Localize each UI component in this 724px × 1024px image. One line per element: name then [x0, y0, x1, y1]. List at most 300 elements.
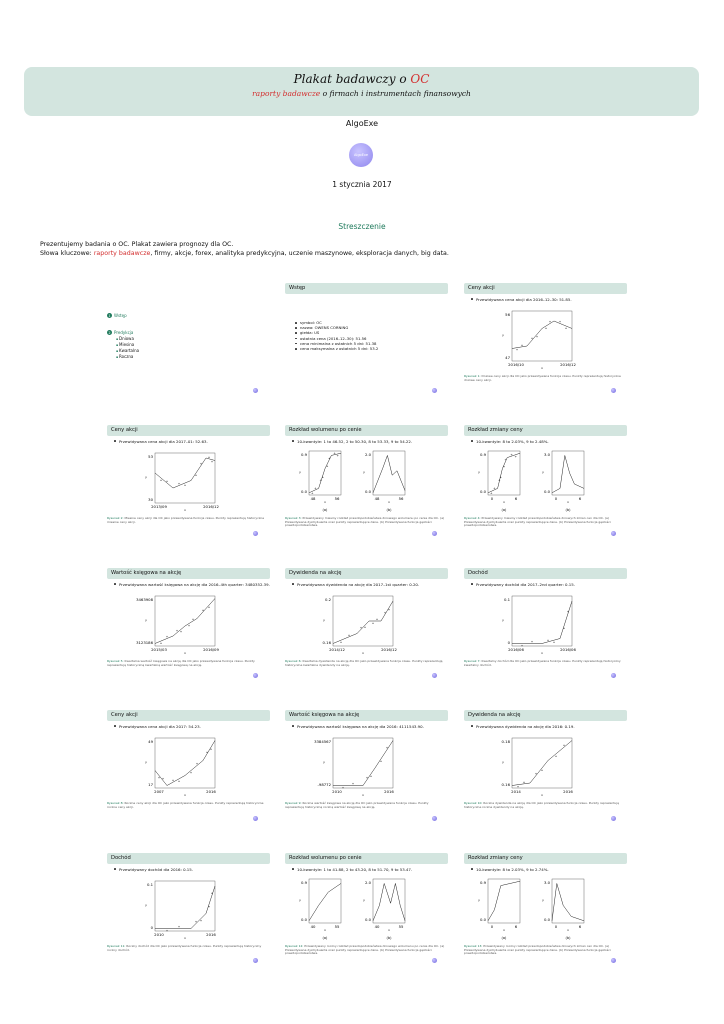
data-point: +	[502, 464, 506, 469]
panel-title: Rozkład zmiany ceny	[464, 425, 627, 436]
data-point: +	[544, 326, 548, 330]
data-point: +	[171, 778, 175, 783]
poster-title: Plakat badawczy o OC	[293, 72, 430, 86]
tick-label: 2016/06	[508, 647, 524, 652]
plot-frame	[333, 738, 393, 788]
fit-curve	[333, 741, 393, 786]
data-point: +	[183, 483, 187, 487]
chart-plot	[145, 881, 216, 940]
tick-label: 0.9	[300, 452, 307, 457]
data-point: +	[562, 743, 566, 748]
figure	[285, 447, 448, 517]
info-item: giełda: US	[295, 330, 448, 335]
fit-curve	[373, 455, 405, 492]
axis-label: y	[478, 470, 480, 474]
figure	[464, 305, 627, 375]
data-point: +	[379, 758, 383, 763]
subfigure-label: (a)	[501, 936, 507, 940]
prediction-bullet: 10-kwantyle: 1 to 41.88, 2 to 43.20, 8 to 51.70, 9 to 53.47.	[297, 867, 448, 872]
tick-label: 0.0	[300, 917, 307, 922]
fit-curve	[488, 881, 520, 921]
plot-frame	[155, 738, 215, 788]
fit-curve	[552, 883, 584, 920]
data-point: +	[369, 773, 373, 778]
tick-label: 49	[148, 739, 153, 744]
nav-dot-icon[interactable]	[611, 388, 616, 393]
figure-caption: Rysunek 1: Dniowe ceny akcji dla OC jako przewidywana funkcja czasu. Punkty reprezentują historyczne dniowe ceny akcji.	[464, 374, 621, 382]
prediction-bullet: Przewidywana dywidenda na akcję dla 2016: 0.19.	[476, 724, 627, 729]
nav-dot-icon[interactable]	[432, 388, 437, 393]
data-point: +	[520, 342, 524, 347]
data-point: +	[562, 626, 566, 630]
panel-4	[464, 425, 627, 540]
cdf-plot	[299, 879, 341, 932]
panel-12	[285, 853, 448, 968]
figure	[107, 590, 270, 660]
tick-label: 30	[148, 497, 153, 502]
data-point: +	[516, 784, 520, 789]
tick-label: 0	[554, 496, 558, 501]
subfigure-label: (b)	[386, 508, 392, 512]
data-point: +	[177, 481, 181, 486]
chart-plot	[502, 311, 576, 370]
tick-label: 3384567	[314, 739, 331, 744]
nav-dot-icon[interactable]	[253, 816, 258, 821]
figure-caption: Rysunek 2: Miesine ceny akcji dla OC jako przewidywana funkcja czasu. Punkty reprezentują historyczne miesine ceny akcji.	[107, 516, 265, 524]
nav-dot-icon[interactable]	[432, 816, 437, 821]
data-point: +	[552, 640, 556, 645]
tick-label: 17	[148, 782, 153, 787]
tick-label: 0.9	[300, 880, 307, 885]
plot-frame	[309, 879, 341, 923]
tick-label: 2014/12	[329, 647, 345, 652]
panel-title: Ceny akcji	[107, 710, 270, 721]
nav-dot-icon[interactable]	[432, 531, 437, 536]
figure	[107, 732, 270, 802]
plot-frame	[552, 879, 584, 923]
data-point: +	[530, 336, 534, 341]
fit-curve	[309, 883, 341, 920]
figure-caption: Rysunek 3: Przewidywany miesiny rozkład prawdopodobieństwa dniowego wolumenu po cenie dla OC. (a) Przewidywana dystrybuanta oraz punkty reprezentujące dane. (b) Przewidywana funkcja gęstości prawdopodobieństwa.	[285, 516, 445, 528]
summary-heading: Streszczenie	[338, 222, 386, 231]
fit-curve	[512, 601, 572, 644]
panel-title: Ceny akcji	[107, 425, 270, 436]
axis-label: y	[478, 898, 480, 902]
prediction-bullet: Przewidywana cena akcji dla 2017: 54.23.	[119, 724, 270, 729]
data-point: +	[191, 617, 195, 621]
axis-label: y	[323, 760, 325, 764]
figure	[107, 447, 270, 517]
axis-label: x	[362, 793, 364, 797]
axis-label: x	[567, 928, 569, 932]
axis-label: y	[363, 898, 365, 902]
data-point: +	[205, 749, 209, 754]
tick-label: 2016/10	[508, 362, 524, 367]
tick-label: 0	[490, 496, 494, 501]
panel-8	[107, 710, 270, 825]
tick-label: 3463908	[136, 597, 153, 602]
axis-label: y	[502, 618, 504, 622]
data-point: +	[189, 770, 193, 775]
data-point: +	[201, 607, 205, 612]
tick-label: 6	[578, 496, 582, 501]
pdf-plot	[363, 451, 405, 504]
pdf-plot	[542, 451, 584, 504]
data-point: +	[159, 478, 163, 482]
tick-label: 2016/09	[203, 647, 219, 652]
figure	[107, 875, 270, 945]
info-item: ostatnia cena (2016–12–30): 51.56	[295, 336, 448, 341]
data-point: +	[179, 629, 183, 634]
prediction-bullet: Przewidywana dywidenda na akcję dla 2017–1st quarter: 0.20.	[297, 582, 448, 587]
info-item: cena minimalna z ostatnich 5 dni: 51.38	[295, 341, 448, 346]
prediction-bullet: 10-kwantyle: 8 to 2.03%, 9 to 2.48%.	[476, 439, 627, 444]
plot-frame	[512, 596, 572, 646]
data-point: +	[383, 610, 387, 615]
data-point: +	[314, 486, 317, 491]
tick-label: 6	[514, 924, 518, 929]
chart-plot	[502, 596, 576, 655]
axis-label: y	[502, 760, 504, 764]
axis-label: y	[502, 333, 504, 337]
axis-label: y	[299, 898, 301, 902]
info-item: nazwa: OWENS CORNING	[295, 325, 448, 330]
data-point: +	[514, 454, 517, 459]
figure-caption: Rysunek 11: Roczny dochód dla OC jako przewidywana funkcja czasu. Punkty reprezentują historyczny roczny dochód.	[107, 944, 262, 952]
data-point: +	[504, 457, 507, 462]
chart-plot	[136, 596, 219, 655]
data-point: +	[493, 486, 496, 491]
tick-label: 2014	[511, 789, 521, 794]
axis-label: x	[541, 793, 543, 797]
axis-label: x	[184, 651, 186, 655]
tick-label: -98772	[317, 782, 331, 787]
tick-label: 2016	[206, 789, 216, 794]
figure	[285, 732, 448, 802]
tick-label: 0	[490, 924, 494, 929]
tick-label: 56	[398, 496, 404, 501]
toc	[107, 313, 139, 360]
toc-section-predykcja[interactable]: 2 Predykcja	[108, 330, 134, 335]
tick-label: 3123186	[136, 640, 153, 645]
tick-label: 2015/03	[151, 647, 167, 652]
data-point: +	[497, 478, 501, 483]
subfigure-label: (b)	[565, 936, 571, 940]
panel-11	[107, 853, 270, 968]
data-point: +	[341, 785, 345, 790]
fit-curve	[552, 455, 584, 492]
subfigure-label: (b)	[386, 936, 392, 940]
data-point: +	[566, 609, 570, 614]
tick-label: 0.1	[503, 597, 510, 602]
tick-label: 55	[398, 924, 404, 929]
tick-label: 3.0	[543, 880, 550, 885]
poster-subtitle: raporty badawcze o firmach i instrumentach finansowych	[252, 89, 471, 98]
plot-frame	[373, 879, 405, 923]
chart-plot	[314, 738, 394, 797]
subfigure-label: (a)	[501, 508, 507, 512]
fit-curve	[512, 741, 572, 786]
panel-2	[107, 425, 270, 540]
axis-label: y	[542, 470, 544, 474]
nav-dot-icon[interactable]	[253, 958, 258, 963]
plot-frame	[155, 881, 215, 931]
tick-label: 2.0	[364, 880, 371, 885]
tick-label: 56	[505, 312, 510, 317]
summary-text: Prezentujemy badania o OC. Plakat zawiera prognozy dla OC. Słowa kluczowe: raporty badawcze, firmy, akcje, forex, analityka predykcyjna, uczenie maszynowe, eksploracja danych, big data.	[40, 241, 449, 257]
tick-label: 2016	[384, 789, 394, 794]
tick-label: 2.0	[364, 452, 371, 457]
panel-title: Dywidenda na akcję	[464, 710, 627, 721]
panel-title: Wartość księgowa na akcję	[107, 568, 270, 579]
tick-label: 0.0	[364, 917, 371, 922]
data-point: +	[177, 778, 181, 783]
subfigure-label: (a)	[322, 936, 328, 940]
data-point: +	[210, 459, 214, 464]
data-point: +	[540, 768, 544, 772]
chart-plot	[502, 738, 574, 797]
algoexe-logo: AlgoExe	[349, 143, 373, 167]
panel-1	[464, 283, 627, 398]
tick-label: 2016	[563, 789, 573, 794]
cdf-plot	[478, 451, 520, 504]
tick-label: 40	[374, 924, 380, 929]
figure	[464, 447, 627, 517]
plot-frame	[373, 451, 405, 495]
tick-label: 2016/12	[203, 504, 219, 509]
axis-label: x	[388, 500, 390, 504]
tick-label: 0.9	[479, 452, 486, 457]
data-point: +	[530, 639, 534, 644]
panel-title: Dochód	[464, 568, 627, 579]
date: 1 stycznia 2017	[332, 180, 392, 189]
tick-label: 0.2	[324, 597, 331, 602]
info-item: symbol: OC	[295, 320, 448, 325]
data-point: +	[325, 463, 329, 468]
toc-section-wstep[interactable]: 1 Wstęp	[108, 313, 127, 318]
nav-dot-icon[interactable]	[611, 958, 616, 963]
data-point: +	[207, 605, 211, 610]
axis-label: x	[503, 500, 505, 504]
prediction-bullet: Przewidywana wartość księgowa na akcję dla 2016: 4111543.90.	[297, 724, 448, 729]
axis-label: x	[388, 928, 390, 932]
toc-item[interactable]: ▪ Miesina	[116, 342, 139, 348]
tick-label: 53	[148, 454, 153, 459]
nav-dot-icon[interactable]	[253, 531, 258, 536]
data-point: +	[351, 781, 355, 786]
poster-header	[24, 67, 699, 116]
axis-label: x	[184, 936, 186, 940]
tick-label: 48	[310, 496, 316, 501]
nav-dot-icon[interactable]	[253, 673, 258, 678]
data-point: +	[548, 319, 552, 324]
figure	[464, 875, 627, 945]
data-point: +	[363, 625, 367, 630]
prediction-bullet: 10-kwantyle: 8 to 2.03%, 9 to 2.74%.	[476, 867, 627, 872]
tick-label: 0.0	[543, 917, 550, 922]
data-point: +	[161, 776, 165, 781]
data-point: +	[207, 454, 211, 459]
figure-caption: Rysunek 10: Roczna dywidenda na akcję dla OC jako przewidywana funkcja czasu. Punkty reprezentują historyczne roczne dywidendy na akcję.	[464, 801, 620, 809]
data-point: +	[207, 904, 211, 909]
prediction-bullet: Przewidywana cena akcji dla 2016–12–30: 51.85.	[476, 297, 627, 302]
data-point: +	[321, 474, 325, 479]
data-point: +	[359, 625, 363, 630]
axis-label: x	[324, 928, 326, 932]
figure	[285, 875, 448, 945]
data-point: +	[194, 473, 198, 477]
figure	[285, 590, 448, 660]
axis-label: y	[145, 618, 147, 622]
data-point: +	[195, 761, 199, 766]
tick-label: 48	[374, 496, 380, 501]
nav-dot-icon[interactable]	[432, 958, 437, 963]
tick-label: 2010	[154, 932, 164, 937]
tick-label: 0.16	[501, 782, 510, 787]
subfigure-label: (b)	[565, 508, 571, 512]
tick-label: 0	[507, 640, 510, 645]
axis-label: y	[542, 898, 544, 902]
tick-label: 6	[578, 924, 582, 929]
axis-label: y	[145, 475, 147, 479]
plot-frame	[333, 596, 393, 646]
nav-dot-icon[interactable]	[253, 388, 258, 393]
data-point: +	[534, 771, 538, 776]
author: AlgoExe	[345, 119, 379, 128]
data-point: +	[157, 775, 161, 780]
pdf-plot	[542, 879, 584, 932]
tick-label: 0.1	[146, 882, 153, 887]
axis-label: x	[184, 508, 186, 512]
fit-curve	[333, 601, 393, 644]
figure-caption: Rysunek 7: Kwartalny dochód dla OC jako przewidywana funkcja czasu. Punkty reprezentują historyczny kwartalny dochód.	[464, 659, 621, 667]
data-point: +	[510, 452, 513, 457]
tick-label: 3.0	[543, 452, 550, 457]
plot-frame	[488, 879, 520, 923]
info-list	[295, 320, 448, 351]
axis-label: x	[503, 928, 505, 932]
data-point: +	[165, 928, 169, 933]
plot-frame	[155, 453, 215, 503]
nav-dot-icon[interactable]	[611, 673, 616, 678]
chart-plot	[145, 453, 219, 512]
info-item: cena maksymalna z ostatnich 5 dni: 53.2	[295, 346, 448, 351]
axis-label: x	[541, 366, 543, 370]
panel-10	[464, 710, 627, 825]
axis-label: x	[362, 651, 364, 655]
panel-title: Wstęp	[285, 283, 448, 294]
tick-label: 0.0	[479, 917, 486, 922]
data-point: +	[489, 491, 493, 496]
panel-3	[285, 425, 448, 540]
data-point: +	[365, 775, 369, 780]
panel-7	[464, 568, 627, 683]
data-point: +	[165, 479, 169, 483]
data-point: +	[194, 919, 198, 924]
axis-label: x	[184, 793, 186, 797]
axis-label: y	[299, 470, 301, 474]
data-point: +	[535, 334, 539, 339]
fit-curve	[373, 883, 405, 920]
data-point: +	[199, 918, 203, 923]
panel-13	[464, 853, 627, 968]
prediction-bullet: Przewidywany dochód dla 2017–2nd quarter: 0.15.	[476, 582, 627, 587]
panel-title: Wartość księgowa na akcję	[285, 710, 448, 721]
data-point: +	[333, 450, 336, 455]
tick-label: 0	[150, 925, 153, 930]
axis-label: y	[323, 618, 325, 622]
tick-label: 2016	[206, 932, 216, 937]
tick-label: 0.18	[501, 739, 510, 744]
tick-label: 0.0	[300, 489, 307, 494]
data-point: +	[387, 607, 391, 612]
tick-label: 2013/09	[151, 504, 167, 509]
prediction-bullet: Przewidywany dochód dla 2016: 0.15.	[119, 867, 270, 872]
cdf-plot	[299, 451, 341, 504]
tick-label: 2007	[154, 789, 164, 794]
data-point: +	[371, 621, 375, 625]
panel-title: Rozkład wolumenu po cenie	[285, 853, 448, 864]
data-point: +	[328, 456, 331, 461]
panel-title: Dochód	[107, 853, 270, 864]
subfigure-label: (a)	[322, 508, 328, 512]
nav-dot-icon[interactable]	[611, 531, 616, 536]
panel-9	[285, 710, 448, 825]
data-point: +	[165, 634, 169, 639]
tick-label: 55	[334, 924, 340, 929]
data-point: +	[336, 453, 340, 458]
axis-label: y	[363, 470, 365, 474]
tick-label: 0.0	[543, 489, 550, 494]
axis-label: x	[567, 500, 569, 504]
data-point: +	[199, 461, 203, 466]
toc-panel	[107, 283, 270, 398]
toc-item[interactable]: ▪ Dniowa	[116, 336, 139, 342]
panel-title: Rozkład zmiany ceny	[464, 853, 627, 864]
nav-dot-icon[interactable]	[611, 816, 616, 821]
toc-subitems	[116, 336, 139, 360]
data-point: +	[339, 640, 343, 645]
tick-label: 2016/12	[381, 647, 397, 652]
data-point: +	[177, 924, 181, 929]
data-point: +	[347, 632, 351, 637]
data-point: +	[159, 641, 163, 645]
data-point: +	[175, 628, 179, 633]
fit-curve	[155, 886, 215, 929]
axis-label: y	[145, 760, 147, 764]
prediction-bullet: Przewidywana wartość księgowa na akcję dla 2016–4th quarter: 3480352.39.	[119, 582, 270, 587]
toc-item[interactable]: ▪ Kwartalna	[116, 348, 139, 354]
plot-frame	[512, 311, 572, 361]
data-point: +	[310, 491, 314, 496]
chart-plot	[323, 596, 398, 655]
figure-caption: Rysunek 9: Roczna wartość księgowa na akcję dla OC jako przewidywana funkcja czasu. Punkty reprezentują historyczną roczną wartość księgową na akcję.	[285, 801, 429, 809]
figure-caption: Rysunek 12: Przewidywany roczny rozkład prawdopodobieństwa dniowego wolumenu po cenie dla OC. (a) Przewidywana dystrybuanta oraz punkty reprezentujące dane. (b) Przewidywana funkcja gęstości prawdopodobieństwa.	[285, 944, 445, 956]
panel-title: Ceny akcji	[464, 283, 627, 294]
tick-label: 40	[310, 924, 316, 929]
tick-label: 2016/06	[560, 647, 576, 652]
tick-label: 47	[505, 355, 510, 360]
data-point: +	[385, 745, 389, 750]
tick-label: 2016/12	[560, 362, 576, 367]
nav-dot-icon[interactable]	[432, 673, 437, 678]
tick-label: 0.16	[322, 640, 331, 645]
data-point: +	[558, 319, 562, 324]
figure-caption: Rysunek 5: Kwartalna wartość księgowa na akcję dla OC jako przewidywana funkcja czasu. Punkty reprezentują historyczną kwartalną wartość księgową na akcję.	[107, 659, 255, 667]
data-point: +	[546, 637, 550, 642]
data-point: +	[210, 891, 214, 896]
toc-item[interactable]: ▪ Roczna	[116, 354, 139, 360]
